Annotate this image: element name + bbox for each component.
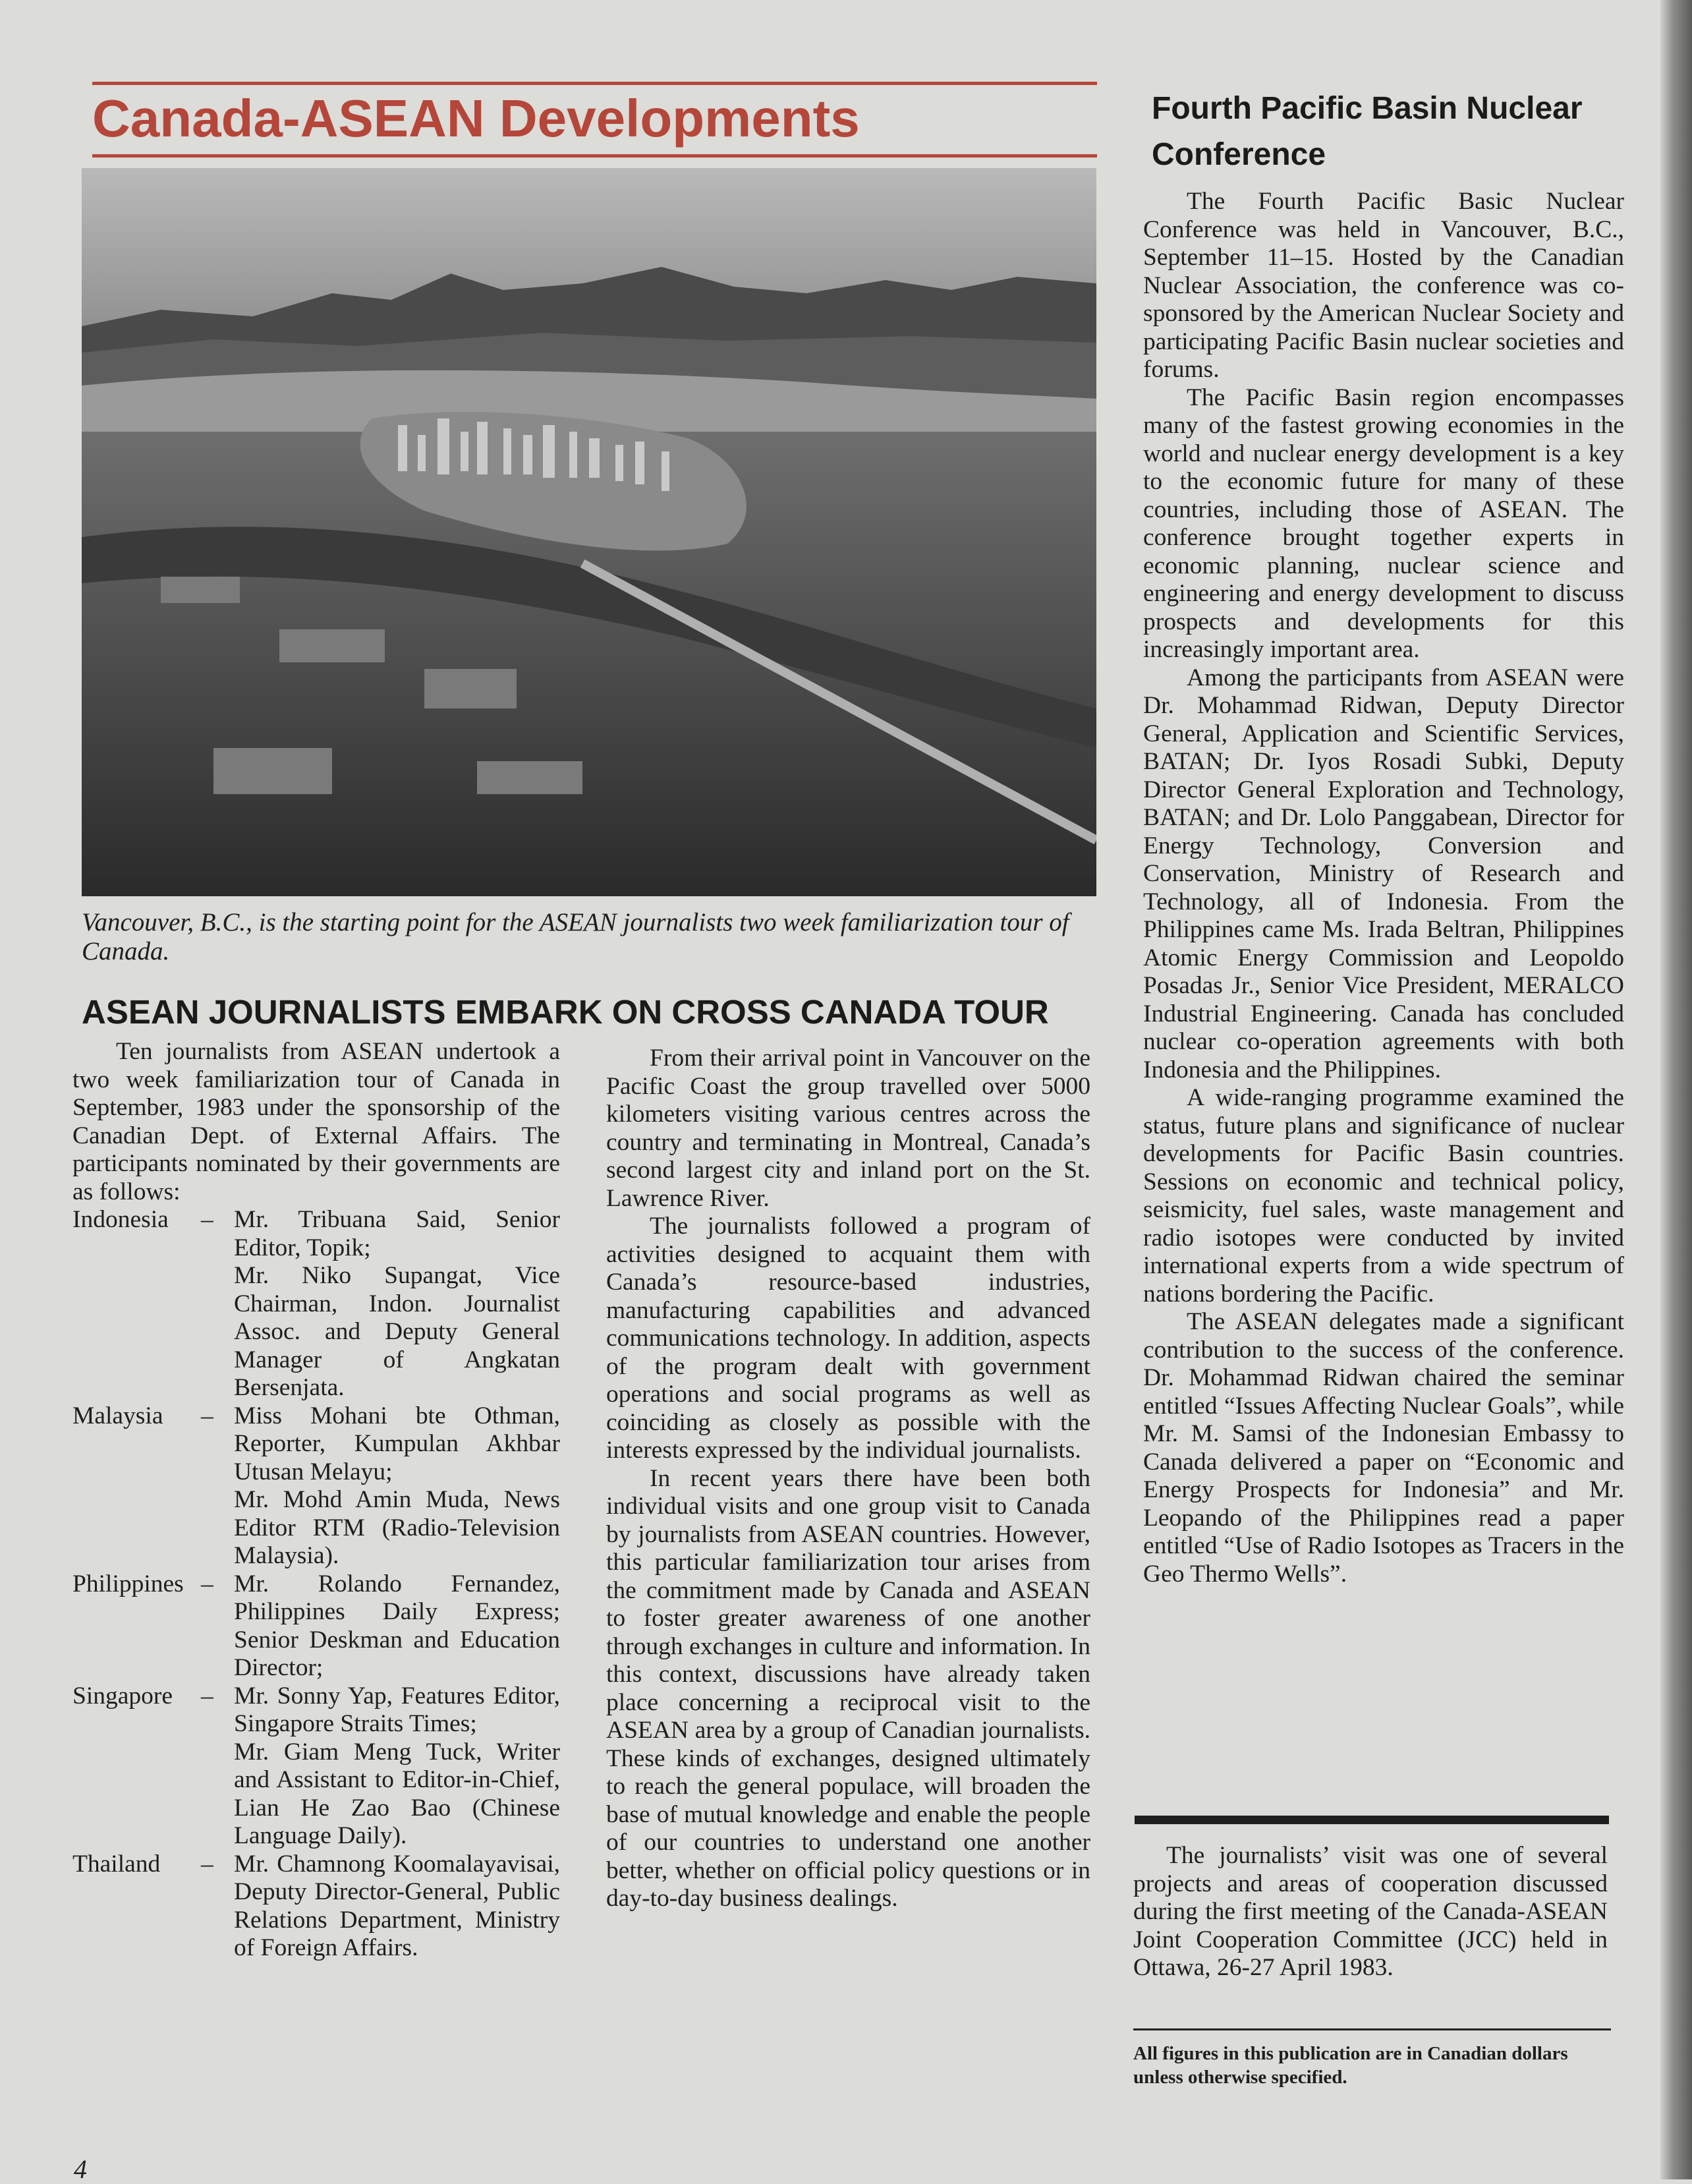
sidebar-paragraph: A wide-ranging programme examined the status, future plans and significance of nuclear developments for Pacific Basin countries. Sessions on economic and technical policy, seismicity, fuel sales, waste management and radio isotopes were conducted by invited international experts from a wide spectrum of nations bordering the Pacific. xyxy=(1143,1084,1624,1308)
section-title: Canada-ASEAN Developments xyxy=(92,89,860,148)
box-divider-rule xyxy=(1135,1816,1609,1824)
page-edge xyxy=(1660,0,1692,2179)
vancouver-aerial-photo xyxy=(82,168,1096,896)
roster-entry: Mr. Mohd Amin Muda, News Editor RTM (Radio-Television Malaysia). xyxy=(234,1486,560,1569)
sidebar-paragraph: The Fourth Pacific Basic Nuclear Conference was held in Vancouver, B.C., September 11–15. Hosted by the Canadian Nuclear Association, the conference was co-sponsored by the American Nuclear Society and participating Pacific Basin nuclear societies and forums. xyxy=(1143,188,1624,383)
currency-footnote: All figures in this publication are in Canadian dollars unless otherwise specified. xyxy=(1133,2043,1568,2088)
roster-entry: Mr. Niko Supangat, Vice Chairman, Indon. Journalist Assoc. and Deputy General Manager of Angkatan Bersenjata. xyxy=(234,1262,560,1401)
roster-dash: – xyxy=(201,1402,213,1429)
roster-country: Philippines xyxy=(72,1570,184,1597)
sidebar-title: Fourth Pacific Basin Nuclear Conference xyxy=(1152,91,1583,172)
title-bottom-rule xyxy=(92,154,1097,158)
page-number: 4 xyxy=(74,2154,87,2184)
roster-entry: Mr. Rolando Fernandez, Philippines Daily Express; Senior Deskman and Education Director; xyxy=(234,1570,560,1681)
roster-entry: Miss Mohani bte Othman, Reporter, Kumpulan Akhbar Utusan Melayu; xyxy=(234,1402,560,1485)
photo-caption: Vancouver, B.C., is the starting point for the ASEAN journalists two week familiarization tour of Canada. xyxy=(82,908,1069,965)
article-paragraph: From their arrival point in Vancouver on the Pacific Coast the group travelled over 5000 kilometers visiting various centres across the country and terminating in Montreal, Canada’s second largest city and inland port on the St. Lawrence River. xyxy=(606,1045,1090,1212)
roster-entry: Mr. Giam Meng Tuck, Writer and Assistant to Editor-in-Chief, Lian He Zao Bao (Chinese Language Daily). xyxy=(234,1738,560,1849)
article-column-2 xyxy=(606,1045,1090,1913)
roster-group-thailand xyxy=(72,1851,560,1963)
roster-dash: – xyxy=(201,1206,213,1233)
article-paragraph: In recent years there have been both individual visits and one group visit to Canada by journalists from ASEAN countries. However, this particular familiarization tour arises from the commitment made by Canada and ASEAN to foster greater awareness of one another through exchanges in culture and information. In this context, discussions have already taken place concerning a reciprocal visit to the ASEAN area by a group of Canadian journalists. These kinds of exchanges, designed ultimately to reach the general populace, will broaden the base of mutual knowledge and enable the people of our countries to understand one another better, whether on official policy questions or in day-to-day business dealings. xyxy=(606,1464,1090,1912)
roster-country: Thailand xyxy=(72,1850,161,1878)
article-headline: ASEAN JOURNALISTS EMBARK ON CROSS CANADA TOUR xyxy=(82,993,1049,1031)
sidebar-paragraph: The ASEAN delegates made a significant contribution to the success of the conference. Dr. Mohammad Ridwan chaired the seminar entitled “Issues Affecting Nuclear Goals”, while Mr. M. Samsi of the Indonesian Embassy to Canada delivered a paper on “Economic and Energy Prospects for Indonesia” and Mr. Leopando of the Philippines read a paper entitled “Use of Radio Isotopes as Tracers in the Geo Thermo Wells”. xyxy=(1143,1308,1624,1588)
roster-group-philippines xyxy=(72,1570,560,1682)
roster-dash: – xyxy=(201,1570,213,1597)
article-intro: Ten journalists from ASEAN undertook a two week familiarization tour of Canada in September, 1983 under the sponsorship of the Canadian Dept. of External Affairs. The participants nominated by their governments are as follows: xyxy=(72,1038,560,1205)
cooperation-note: The journalists’ visit was one of several projects and areas of cooperation discussed during the first meeting of the Canada-ASEAN Joint Cooperation Committee (JCC) held in Ottawa, 26-27 April 1983. xyxy=(1133,1842,1608,1981)
roster-group-malaysia xyxy=(72,1402,560,1570)
roster-group-singapore xyxy=(72,1682,560,1851)
footnote-rule xyxy=(1133,2028,1611,2030)
roster-entry: Mr. Sonny Yap, Features Editor, Singapore Straits Times; xyxy=(234,1682,560,1737)
roster-group-indonesia xyxy=(72,1206,560,1402)
roster-country: Singapore xyxy=(72,1682,173,1710)
roster-country: Malaysia xyxy=(72,1402,163,1429)
roster-dash: – xyxy=(201,1682,213,1710)
roster-entry: Mr. Tribuana Said, Senior Editor, Topik; xyxy=(234,1206,560,1261)
article-paragraph: The journalists followed a program of activities designed to acquaint them with Canada’s resource-based industries, manufacturing capabilities and advanced communications technology. In addition, aspects of the program dealt with government operations and social programs as well as coinciding as closely as possible with the interests expressed by the individual journalists. xyxy=(606,1213,1090,1464)
roster-entry: Mr. Chamnong Koomalayavisai, Deputy Director-General, Public Relations Department, Ministry of Foreign Affairs. xyxy=(234,1850,560,1961)
roster-country: Indonesia xyxy=(72,1206,169,1233)
title-top-rule xyxy=(92,82,1097,85)
sidebar-paragraph: The Pacific Basin region encompasses many of the fastest growing economies in the world and nuclear energy development is a key to the economic future for many of these countries, including those of ASEAN. The conference brought together experts in economic planning, nuclear science and engineering and energy development to discuss prospects and developments for this increasingly important area. xyxy=(1143,384,1624,663)
roster-dash: – xyxy=(201,1850,213,1878)
sidebar-paragraph: Among the participants from ASEAN were Dr. Mohammad Ridwan, Deputy Director General, Application and Scientific Services, BATAN; Dr. Iyos Rosadi Subki, Deputy Director General Exploration and Technology, BATAN; and Dr. Lolo Panggabean, Director for Energy Technology, Conversion and Conservation, Ministry of Research and Technology, all of Indonesia. From the Philippines came Ms. Irada Beltran, Philippines Atomic Energy Commission and Leopoldo Posadas Jr., Senior Vice President, MERALCO Industrial Engineering. Canada has concluded nuclear co-operation agreements with both Indonesia and the Philippines. xyxy=(1143,664,1624,1083)
sidebar-column xyxy=(1143,188,1624,1588)
participant-roster xyxy=(72,1206,560,1963)
article-column-1 xyxy=(72,1038,560,1963)
